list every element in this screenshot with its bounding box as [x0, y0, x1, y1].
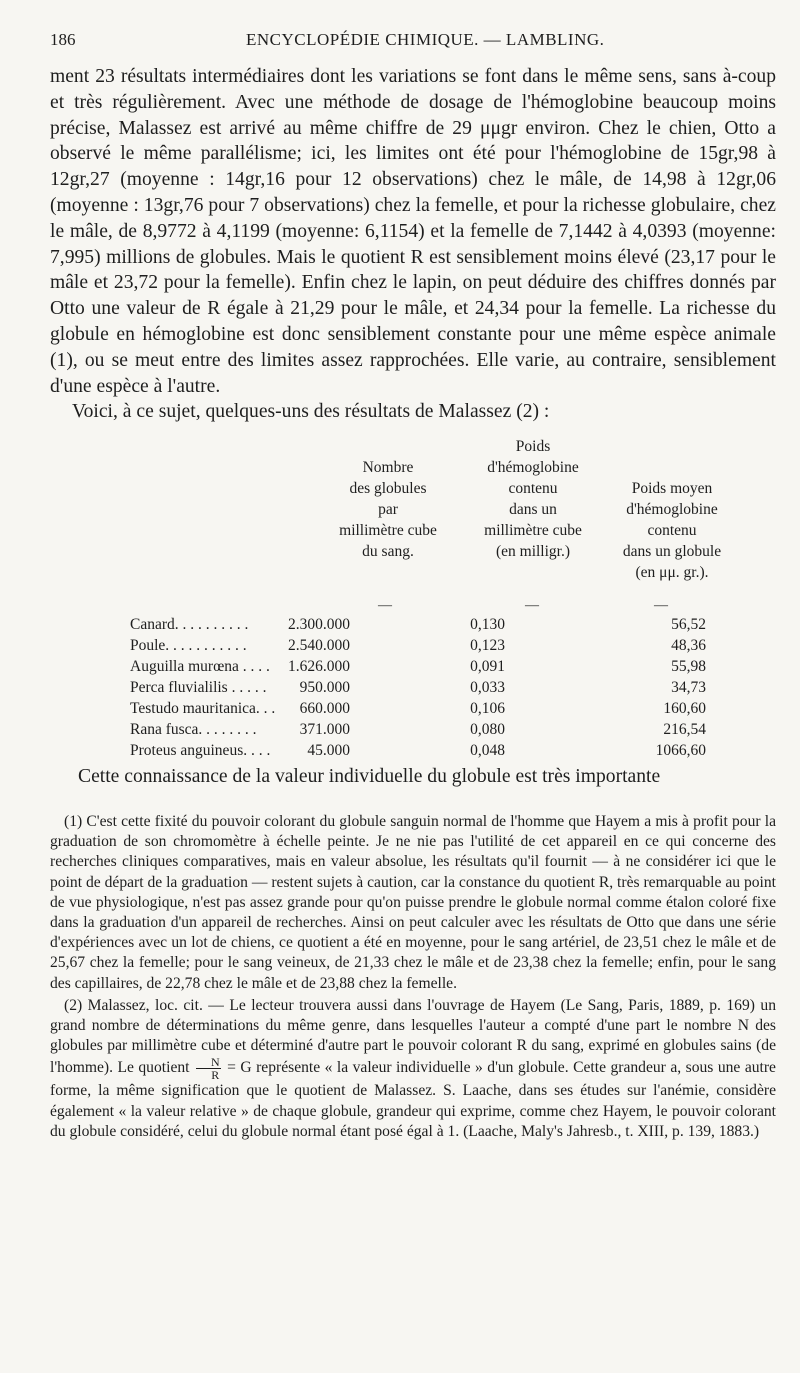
species-name: Rana fusca. . . . . . . . [130, 721, 257, 738]
globules-value: 2.300.000 [288, 616, 350, 633]
hemoglobine-value: 0,130 [470, 616, 505, 633]
table-row [130, 700, 770, 721]
main-text [50, 64, 776, 425]
running-title: ENCYCLOPÉDIE CHIMIQUE. — LAMBLING. [246, 30, 605, 49]
page-number: 186 [50, 30, 76, 49]
hemoglobine-value: 0,106 [470, 700, 505, 717]
species-name: Proteus anguineus. . . . [130, 742, 271, 759]
poids-moyen-value: 55,98 [671, 658, 706, 675]
hemoglobine-value: 0,123 [470, 637, 505, 654]
footnotes [50, 812, 776, 1144]
column-header-poids-moyen: Poids moyen d'hémoglobine contenu dans un globule (en μμ. gr.). [622, 480, 722, 581]
hemoglobine-value: 0,033 [470, 679, 505, 696]
body-paragraph-intro-table: Voici, à ce sujet, quelques-uns des résultats de Malassez (2) : [72, 401, 550, 423]
poids-moyen-value: 56,52 [671, 616, 706, 633]
hemoglobine-value: 0,048 [470, 742, 505, 759]
fraction-numerator: N [196, 1056, 221, 1069]
table-row [130, 616, 770, 637]
body-paragraph: ment 23 résultats intermédiaires dont les variations se font dans le même sens, sans à-coup et très régulièrement. Avec une méthode de dosage de l'hémoglobine beaucoup moins précise, Malassez est arrivé au même chiffre de 29 μμgr environ. Chez le chien, Otto a observé le même parallélisme; ici, les limites ont été pour l'hémoglobine de 15gr,98 à 12gr,27 (moyenne : 14gr,16 pour 12 observations) chez le mâle, de 14,98 à 12gr,06 (moyenne : 13gr,76 pour 7 observations) chez la femelle, et pour la richesse globulaire, chez le mâle, de 8,9772 à 4,1199 (moyenne: 6,1154) et la femelle de 7,1442 à 4,0393 (moyenne: 7,995) millions de globules. Mais le quotient R est sensiblement moins élevé (23,17 pour le mâle et 23,72 pour la femelle). Enfin chez le lapin, on peut déduire des chiffres donnés par Otto une valeur de R égale à 21,29 pour le mâle, et 24,34 pour la femelle. La richesse du globule en hémoglobine est donc sensiblement constante pour une même espèce animale (1), ou se meut entre des limites assez rapprochées. Elle varie, au contraire, sensiblement d'une espèce à l'autre. [50, 66, 776, 397]
poids-moyen-value: 48,36 [671, 637, 706, 654]
species-name: Perca fluvialilis . . . . . [130, 679, 267, 696]
fraction-denominator: R [211, 1068, 220, 1083]
hemoglobine-value: 0,080 [470, 721, 505, 738]
table-row [130, 742, 770, 763]
footnote-2-text: (2) Malassez, loc. cit. — Le lecteur trouvera aussi dans l'ouvrage de Hayem (Le Sang, Paris, 1889, p. 169) un grand nombre de déterminations du même genre, dans lesquelles l'auteur a compté d'une part le nombre N des globules par millimètre cube et déterminé d'autre part le pouvoir colorant R du sang, exprimé en globules sains (de l'homme). Le quotient [50, 996, 776, 1077]
footnote-2-text-continued: = G représente « la valeur individuelle » d'un globule. Cette grandeur a, sous une autre forme, la même signification que le quotient de Malassez. S. Laache, dans ses études sur l'anémie, considère également « la valeur relative » de chaque globule, grandeur qui exprime, comme chez Hayem, le pouvoir colorant du globule considéré, celui du globule normal étant posé égal à 1. (Laache, Maly's Jahresb., t. XIII, p. 139, 1883.) [50, 1059, 776, 1140]
poids-moyen-value: 216,54 [663, 721, 706, 738]
hemoglobine-value: 0,091 [470, 658, 505, 675]
globules-value: 45.000 [307, 742, 350, 759]
page-header [50, 30, 770, 54]
poids-moyen-value: 34,73 [671, 679, 706, 696]
globules-value: 371.000 [299, 721, 350, 738]
species-name: Testudo mauritanica. . . [130, 700, 276, 717]
species-name: Auguilla murœna . . . . [130, 658, 270, 675]
table-row [130, 637, 770, 658]
globules-value: 2.540.000 [288, 637, 350, 654]
table-row [130, 679, 770, 700]
table-row [130, 658, 770, 679]
globules-value: 1.626.000 [288, 658, 350, 675]
footnote-2 [50, 996, 776, 1142]
poids-moyen-value: 1066,60 [655, 742, 706, 759]
column-header-globules: Nombre des globules par millimètre cube du sang. [339, 459, 437, 560]
globules-value: 660.000 [299, 700, 350, 717]
column-dash: — [525, 598, 539, 613]
column-dash: — [654, 598, 668, 613]
poids-moyen-value: 160,60 [663, 700, 706, 717]
fraction-n-over-r [196, 1056, 221, 1081]
footnote-1: (1) C'est cette fixité du pouvoir colorant du globule sanguin normal de l'homme que Hayem a mis à profit pour la graduation de son chromomètre à échelle peinte. Je ne nie pas l'utilité de cet appareil en ce qui concerne des recherches cliniques comparatives, mais en valeur absolue, les résultats qu'il fournit — à ne considérer ici que le point de départ de la graduation — restent sujets à caution, car la constance du quotient R, très remarquable au point de vue physiologique, n'est pas assez grande pour qu'on puisse prendre le globule normal comme étalon coloré fixe dans la graduation d'un appareil de recherches. Ainsi on peut calculer avec les résultats de Otto que dans une série d'expériences avec un lot de chiens, ce quotient a été en moyenne, pour le sang artériel, de 23,51 chez le mâle et de 25,67 chez la femelle; pour le sang veineux, de 21,33 chez le mâle et de 23,38 chez la femelle; enfin, pour le sang des capillaires, de 22,78 chez le mâle et de 23,88 chez la femelle. [50, 813, 776, 992]
table-row [130, 721, 770, 742]
species-name: Canard. . . . . . . . . . [130, 616, 249, 633]
globules-value: 950.000 [299, 679, 350, 696]
closing-line: Cette connaissance de la valeur individuelle du globule est très importante [78, 766, 661, 787]
species-name: Poule. . . . . . . . . . . [130, 637, 247, 654]
column-dash: — [378, 598, 392, 613]
column-header-hemoglobine: Poids d'hémoglobine contenu dans un millimètre cube (en milligr.) [484, 438, 582, 560]
